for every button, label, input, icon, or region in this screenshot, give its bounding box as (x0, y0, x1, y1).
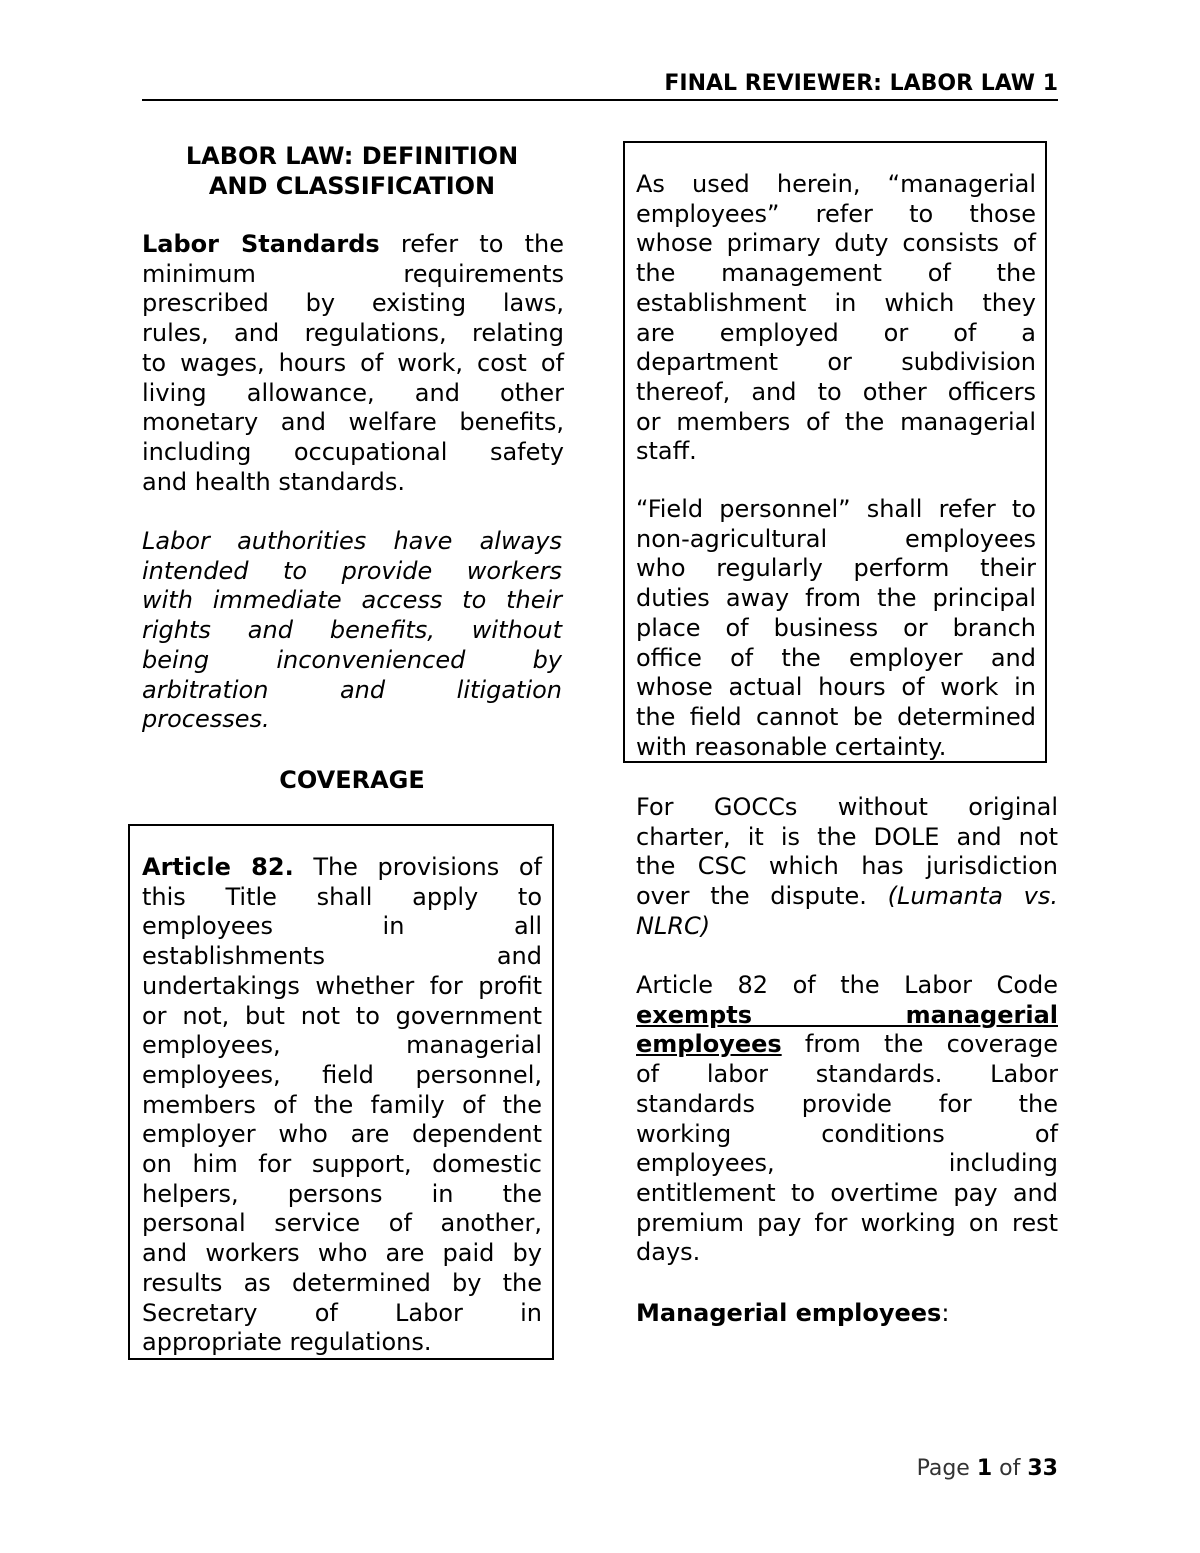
paragraph-line: with immediate access to their (142, 586, 562, 615)
paragraph-line: of labor standards. Labor (636, 1060, 1058, 1089)
paragraph-line: employees, including (636, 1149, 1058, 1178)
paragraph-line: Article 82 of the Labor Code (636, 971, 1058, 999)
goccs-paragraph (636, 793, 1058, 942)
exempts-managerial-text: exempts managerial (636, 1000, 1058, 1029)
paragraph-line: rules, and regulations, relating (142, 319, 564, 348)
paragraph-line: and health standards. (142, 467, 405, 496)
text-run: over the dispute. (636, 882, 867, 911)
managerial-definition-paragraph (636, 170, 1036, 467)
text-run: The provisions of (293, 853, 542, 881)
paragraph-line: establishment in which they (636, 288, 1036, 317)
paragraph-line: establishments and (142, 942, 542, 971)
paragraph-line: results as determined by the (142, 1268, 542, 1297)
of-word: of (999, 1456, 1021, 1481)
paragraph-line: on him for support, domestic (142, 1150, 542, 1179)
paragraph-line: to wages, hours of work, cost of (142, 348, 564, 377)
heading-line: AND CLASSIFICATION (208, 171, 496, 200)
article-82-exemption-paragraph (636, 971, 1058, 1268)
paragraph-line: or not, but not to government (142, 1001, 542, 1030)
paragraph-line: Labor authorities have always (142, 527, 562, 555)
field-personnel-paragraph (636, 495, 1036, 762)
paragraph-line: employees, field personnel, (142, 1060, 542, 1089)
paragraph-line: with reasonable certainty. (636, 732, 947, 761)
paragraph-line: who regularly perform their (636, 554, 1036, 583)
paragraph-line: For GOCCs without original (636, 793, 1058, 821)
paragraph-line (636, 1030, 1058, 1060)
paragraph-line: place of business or branch (636, 613, 1036, 642)
article-82-term: Article 82. (142, 853, 294, 881)
page-number: 1 (976, 1456, 993, 1481)
heading-line: LABOR LAW: DEFINITION (185, 142, 519, 170)
paragraph-line: and workers who are paid by (142, 1239, 542, 1268)
paragraph-line: undertakings whether for profit (142, 971, 542, 1000)
coverage-heading: COVERAGE (279, 766, 425, 794)
paragraph-line: monetary and welfare benefits, (142, 408, 564, 437)
paragraph-line: the management of the (636, 259, 1036, 288)
heading-colon: : (941, 1299, 950, 1327)
paragraph-line: charter, it is the DOLE and not (636, 822, 1058, 851)
paragraph-line: this Title shall apply to (142, 882, 542, 911)
paragraph-line: thereof, and to other officers (636, 377, 1036, 406)
paragraph-line: prescribed by existing laws, (142, 289, 564, 318)
article-82-paragraph (142, 853, 542, 1358)
paragraph-line: helpers, persons in the (142, 1179, 542, 1208)
paragraph-line: being inconvenienced by (142, 645, 562, 674)
paragraph-line: standards provide for the (636, 1089, 1058, 1118)
paragraph-line: living allowance, and other (142, 378, 564, 407)
paragraph-line: employees, managerial (142, 1031, 542, 1060)
paragraph-line: department or subdivision (636, 348, 1036, 377)
paragraph-line: whose actual hours of work in (636, 673, 1036, 702)
paragraph-line: employees in all (142, 912, 542, 941)
paragraph-line: working conditions of (636, 1119, 1058, 1148)
page-total: 33 (1027, 1456, 1058, 1481)
paragraph-line (142, 853, 542, 883)
page-footer (800, 1455, 1058, 1483)
text-run: from the coverage (781, 1030, 1058, 1059)
text-run: refer to the (379, 230, 564, 258)
case-citation: (Lumanta vs. (887, 882, 1058, 911)
paragraph-line: minimum requirements (142, 259, 564, 288)
paragraph-line: intended to provide workers (142, 556, 562, 585)
paragraph-line: days. (636, 1238, 701, 1267)
page-word: Page (916, 1456, 970, 1481)
paragraph-line: non-agricultural employees (636, 524, 1036, 553)
paragraph-line: are employed or of a (636, 318, 1036, 347)
paragraph-line: As used herein, “managerial (636, 170, 1036, 198)
paragraph-line: entitlement to overtime pay and (636, 1178, 1058, 1207)
paragraph-line: rights and benefits, without (142, 616, 562, 645)
paragraph-line: premium pay for working on rest (636, 1208, 1058, 1237)
paragraph-line: appropriate regulations. (142, 1328, 432, 1357)
labor-standards-paragraph (142, 230, 564, 497)
header-rule (142, 99, 1058, 101)
page-header-title: FINAL REVIEWER: LABOR LAW 1 (664, 71, 1058, 96)
section-heading-labor-law (142, 142, 562, 201)
paragraph-line: whose primary duty consists of (636, 229, 1036, 258)
paragraph-line: members of the family of the (142, 1090, 542, 1119)
paragraph-line: Secretary of Labor in (142, 1298, 542, 1327)
paragraph-line: employees” refer to those (636, 199, 1036, 228)
paragraph-line: duties away from the principal (636, 584, 1036, 613)
paragraph-line: office of the employer and (636, 643, 1036, 672)
paragraph-line: processes. (142, 705, 270, 734)
paragraph-line: or members of the managerial (636, 407, 1036, 436)
paragraph-line: “Field personnel” shall refer to (636, 495, 1036, 523)
authorities-paragraph (142, 527, 562, 735)
paragraph-line: personal service of another, (142, 1209, 542, 1238)
paragraph-line: the CSC which has jurisdiction (636, 852, 1058, 881)
paragraph-line (636, 882, 1058, 912)
labor-standards-term: Labor Standards (142, 230, 380, 258)
employees-underlined-text: employees (636, 1030, 782, 1059)
paragraph-line: employer who are dependent (142, 1120, 542, 1149)
paragraph-line: including occupational safety (142, 437, 564, 466)
paragraph-line: arbitration and litigation (142, 675, 562, 704)
paragraph-line: staff. (636, 437, 697, 466)
paragraph-line: the field cannot be determined (636, 702, 1036, 731)
managerial-employees-heading (636, 1299, 1058, 1329)
heading-text: Managerial employees (636, 1299, 942, 1327)
paragraph-line (142, 230, 564, 260)
case-citation: NLRC) (636, 911, 711, 940)
